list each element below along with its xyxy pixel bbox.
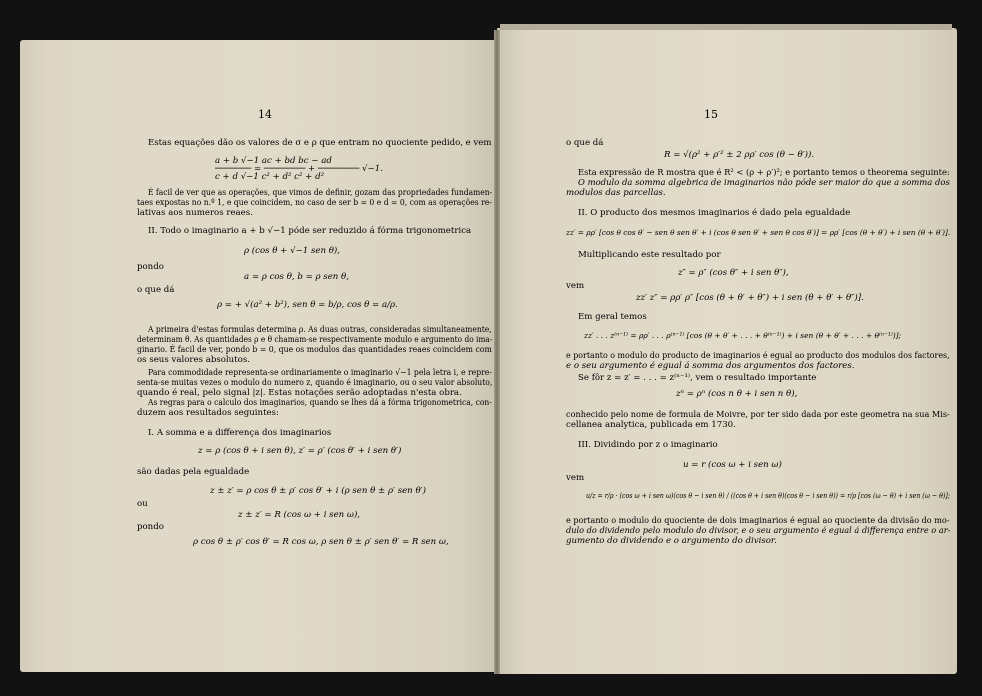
formula-line: z″ = ρ″ (cos θ″ + i sen θ″), — [678, 268, 789, 278]
formula-line: ρ (cos θ + √−1 sen θ), — [244, 246, 340, 256]
formula-line: R = √(ρ² + ρ′² ± 2 ρρ′ cos (θ − θ′)). — [664, 150, 815, 160]
text-line: A primeira d'estas formulas determina ρ. As duas outras, consideradas simultaneamente, — [148, 325, 492, 335]
text-line: vem — [566, 281, 585, 291]
text-line: vem — [566, 473, 585, 483]
section-heading: III. Dividindo por z o imaginario — [578, 440, 718, 450]
theorem-line: e portanto o modulo do producto de imaginarios é egual ao producto dos modulos dos factores, — [566, 351, 950, 361]
page-stack-edge — [500, 24, 952, 30]
text-line: são dadas pela egualdade — [137, 467, 250, 477]
formula-line: zⁿ = ρⁿ (cos n θ + i sen n θ), — [676, 389, 798, 399]
text-line: Para commodidade representa-se ordinariamente o imaginario √−1 pela letra i, e repre- — [148, 368, 492, 378]
theorem-line: modulos das parcellas. — [566, 188, 666, 198]
formula-line: z = ρ (cos θ + i sen θ), z′ = ρ′ (cos θ′ + i sen θ′) — [198, 446, 402, 456]
book-gutter — [494, 30, 500, 674]
formula-line: z ± z′ = ρ cos θ ± ρ′ cos θ′ + i (ρ sen θ ± ρ′ sen θ′) — [210, 486, 426, 496]
text-line: pondo — [137, 262, 164, 272]
formula-line: u/z = r/ρ · (cos ω + i sen ω)(cos θ − i sen θ) / ((cos θ + i sen θ)(cos θ − i sen θ)) = r/ρ [cos (ω − θ) + i sen (ω − θ)]; — [586, 491, 950, 500]
formula-line: zz′ z″ = ρρ′ ρ″ [cos (θ + θ′ + θ″) + i sen (θ + θ′ + θ″)]. — [636, 293, 864, 303]
text-line: os seus valores absolutos. — [137, 355, 250, 365]
section-heading: II. Todo o imaginario a + b √−1 póde ser reduzido á fórma trigonometrica — [148, 226, 472, 236]
theorem-line: dulo do dividendo pelo modulo do divisor, e o seu argumento é egual á differença entre o ar- — [566, 526, 951, 536]
formula-line: u = r (cos ω + i sen ω) — [683, 460, 782, 470]
theorem-line: e portanto o modulo do quociente de dois imaginarios é egual ao quociente da divisão do mo- — [566, 516, 950, 526]
formula-line: a + b √−1 ac + bd bc − ad — [215, 156, 332, 166]
section-heading: II. O producto dos mesmos imaginarios é dado pela egualdade — [578, 208, 851, 218]
left-page — [20, 40, 498, 672]
formula-line: zz′ = ρρ′ [cos θ cos θ′ − sen θ sen θ′ + i (cos θ sen θ′ + sen θ cos θ′)] = ρρ′ [cos (θ + θ′) + i sen (θ + θ′)]. — [566, 228, 951, 237]
text-line: É facil de ver que as operações, que vimos de definir, gozam das propriedades fundamen- — [148, 188, 493, 198]
text-line: senta-se muitas vezes o modulo do numero z, quando é imaginario, ou o seu valor absoluto, — [137, 378, 493, 388]
text-line: pondo — [137, 522, 164, 532]
text-line: quando é real, pelo signal |z|. Estas notações serão adoptadas n'esta obra. — [137, 388, 462, 398]
text-line: conhecido pelo nome de formula de Moivre, por ter sido dada por este geometra na sua Mis- — [566, 410, 950, 420]
text-line: Estas equações dão os valores de σ e ρ que entram no quociente pedido, e vem — [148, 138, 492, 148]
theorem-line: gumento do dividendo e o argumento do divisor. — [566, 536, 777, 546]
text-line: Se fôr z = z′ = . . . = z⁽ⁿ⁻¹⁾, vem o resultado importante — [578, 373, 817, 383]
formula-line: zz′ . . . z⁽ⁿ⁻¹⁾ = ρρ′ . . . ρ⁽ⁿ⁻¹⁾ [cos (θ + θ′ + . . . + θ⁽ⁿ⁻¹⁾) + i sen (θ + θ′ + . . . + θ⁽ⁿ⁻¹⁾)]; — [584, 331, 902, 340]
text-line: Em geral temos — [578, 312, 647, 322]
text-line: ou — [137, 499, 148, 509]
text-line: o que dá — [137, 285, 175, 295]
text-line: Esta expressão de R mostra que é R² < (ρ + ρ′)²; e portanto temos o theorema seguinte: — [578, 168, 950, 178]
page-number: 15 — [704, 108, 718, 121]
formula-line: z ± z′ = R (cos ω + i sen ω), — [238, 510, 361, 520]
text-line: o que dá — [566, 138, 604, 148]
text-line: cellanea analytica, publicada em 1730. — [566, 420, 736, 430]
text-line: determinam θ. As quantidades ρ e θ chamam-se respectivamente modulo e argumento do ima- — [137, 335, 493, 345]
text-line: As regras para o calculo dos imaginarios, quando se lhes dá a fórma trigonometrica, con- — [148, 398, 492, 408]
page-number: 14 — [258, 108, 272, 121]
text-line: ginario. É facil de ver, pondo b = 0, que os modulos das quantidades reaes coincidem com — [137, 345, 492, 355]
formula-line: ρ cos θ ± ρ′ cos θ′ = R cos ω, ρ sen θ ± ρ′ sen θ′ = R sen ω, — [193, 537, 449, 547]
section-heading: I. A somma e a differença dos imaginarios — [148, 428, 332, 438]
formula-line: c + d √−1 c² + d² c² + d² — [215, 172, 325, 182]
text-line: Multiplicando este resultado por — [578, 250, 721, 260]
text-line: duzem aos resultados seguintes: — [137, 408, 279, 418]
theorem-line: O modulo da somma algebrica de imaginarios não póde ser maior do que a somma dos — [578, 178, 950, 188]
text-line: taes expostas no n.º 1, e que coincidem, no caso de ser b = 0 e d = 0, com as operações re- — [137, 198, 492, 208]
theorem-line: e o seu argumento é egual á somma dos argumentos dos factores. — [566, 361, 855, 371]
text-line: lativas aos numeros reaes. — [137, 208, 253, 218]
formula-line: ρ = + √(a² + b²), sen θ = b/ρ, cos θ = a/ρ. — [217, 300, 398, 310]
formula-line: ─────── = ──────── + ──────── √−1. — [215, 164, 383, 174]
formula-line: a = ρ cos θ, b = ρ sen θ, — [244, 272, 349, 282]
